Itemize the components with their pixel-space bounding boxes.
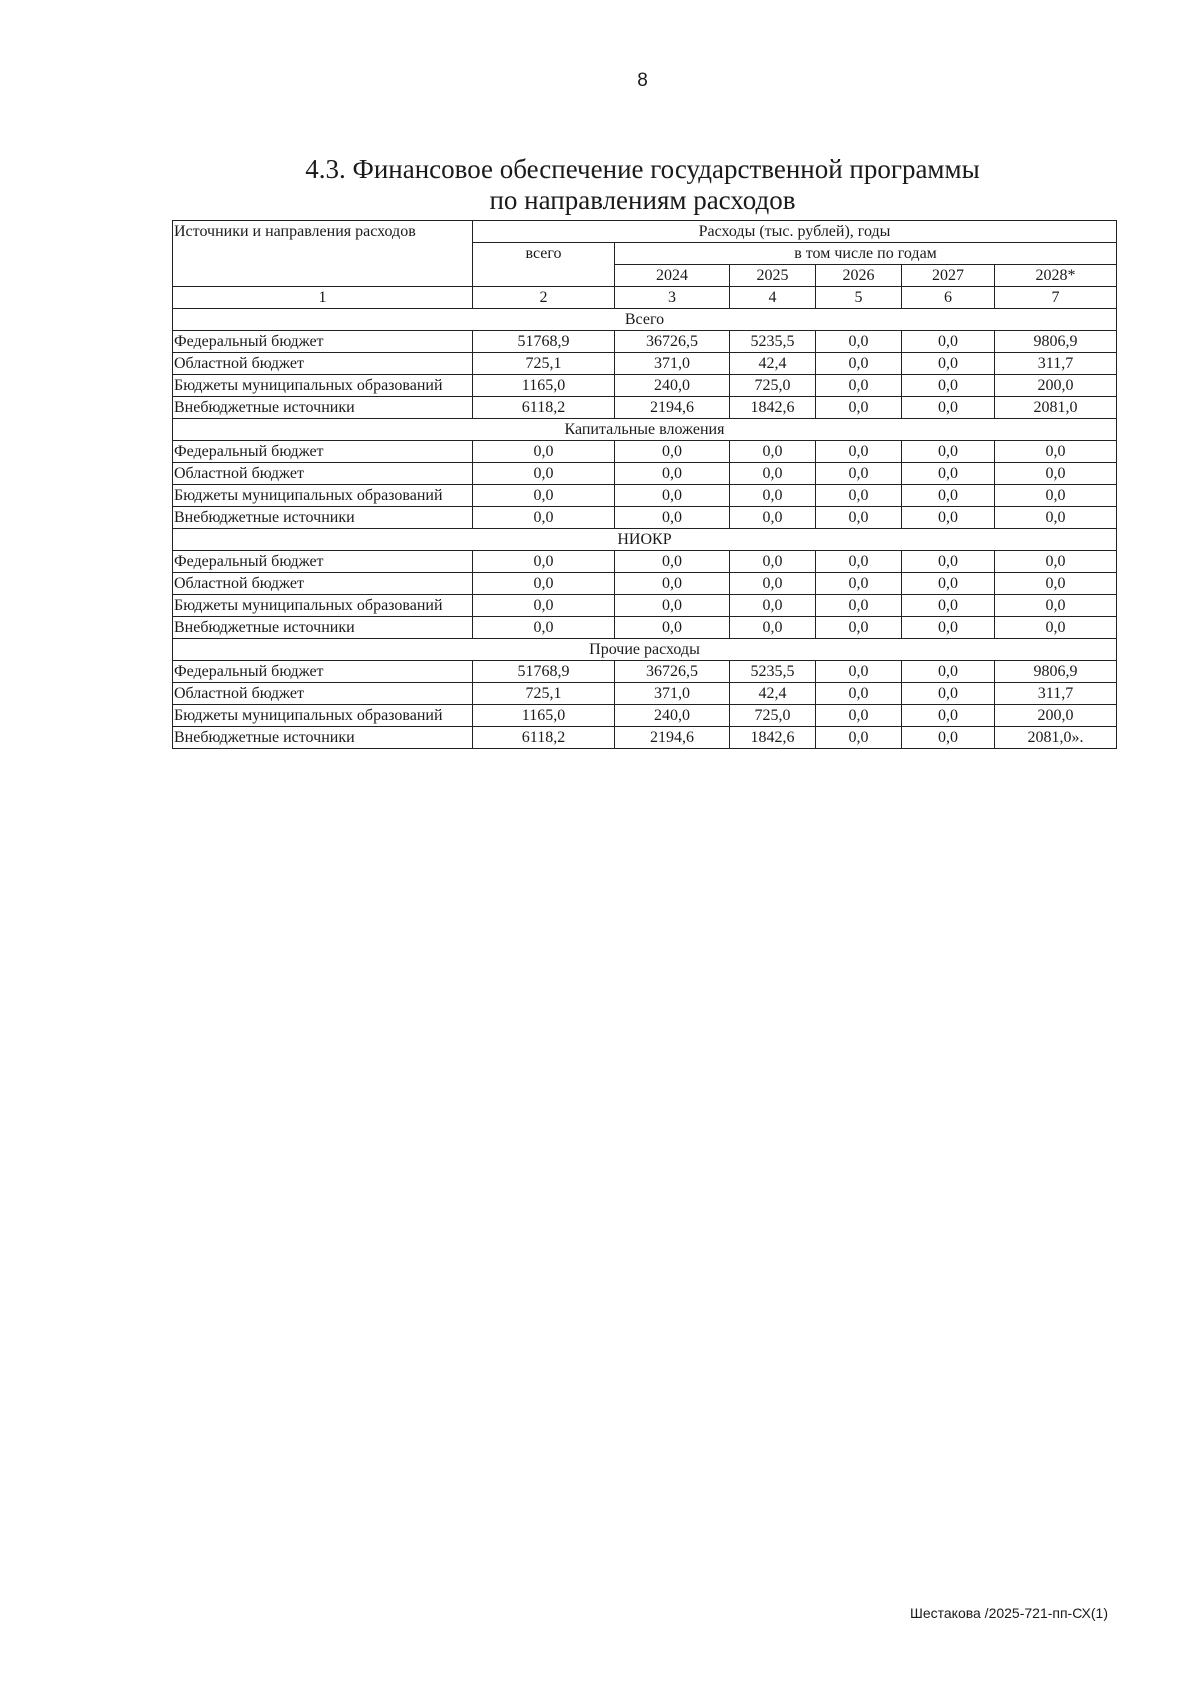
table-row <box>173 705 1117 727</box>
value-cell: 0,0 <box>816 573 902 595</box>
value-cell: 0,0 <box>902 661 995 683</box>
row-label: Областной бюджет <box>173 683 473 705</box>
value-cell: 0,0 <box>902 375 995 397</box>
value-cell: 2081,0 <box>995 397 1117 419</box>
value-cell: 0,0 <box>902 463 995 485</box>
value-cell: 0,0 <box>730 441 816 463</box>
value-cell: 0,0 <box>902 507 995 529</box>
value-cell: 0,0 <box>902 331 995 353</box>
table-row <box>173 353 1117 375</box>
value-cell: 725,1 <box>473 353 615 375</box>
header-year: 2027 <box>902 265 995 287</box>
row-label: Областной бюджет <box>173 463 473 485</box>
value-cell: 1842,6 <box>730 727 816 749</box>
value-cell: 2194,6 <box>615 727 730 749</box>
value-cell: 0,0 <box>816 463 902 485</box>
table-row <box>173 661 1117 683</box>
section-title-cell: Прочие расходы <box>173 639 1117 661</box>
table-row <box>173 507 1117 529</box>
value-cell: 0,0 <box>995 617 1117 639</box>
value-cell: 5235,5 <box>730 331 816 353</box>
value-cell: 0,0 <box>473 617 615 639</box>
section-title <box>0 154 1200 216</box>
col-number: 5 <box>816 287 902 309</box>
header-year: 2024 <box>615 265 730 287</box>
table-row <box>173 727 1117 749</box>
col-number: 7 <box>995 287 1117 309</box>
table-row <box>173 683 1117 705</box>
value-cell: 0,0 <box>995 507 1117 529</box>
value-cell: 0,0 <box>615 441 730 463</box>
value-cell: 0,0 <box>816 331 902 353</box>
row-label: Областной бюджет <box>173 353 473 375</box>
value-cell: 6118,2 <box>473 727 615 749</box>
value-cell: 1165,0 <box>473 375 615 397</box>
row-label: Внебюджетные источники <box>173 507 473 529</box>
value-cell: 0,0 <box>615 551 730 573</box>
value-cell: 51768,9 <box>473 661 615 683</box>
section-header-row <box>173 309 1117 331</box>
row-label: Бюджеты муниципальных образований <box>173 705 473 727</box>
value-cell: 5235,5 <box>730 661 816 683</box>
table-row <box>173 617 1117 639</box>
value-cell: 2081,0». <box>995 727 1117 749</box>
value-cell: 371,0 <box>615 353 730 375</box>
value-cell: 0,0 <box>995 463 1117 485</box>
value-cell: 6118,2 <box>473 397 615 419</box>
value-cell: 1842,6 <box>730 397 816 419</box>
value-cell: 0,0 <box>902 727 995 749</box>
section-header-row <box>173 639 1117 661</box>
header-total: всего <box>473 243 615 287</box>
value-cell: 0,0 <box>615 485 730 507</box>
value-cell: 0,0 <box>816 485 902 507</box>
value-cell: 0,0 <box>995 551 1117 573</box>
table-row <box>173 441 1117 463</box>
table-row <box>173 397 1117 419</box>
value-cell: 0,0 <box>473 595 615 617</box>
table-row <box>173 551 1117 573</box>
value-cell: 0,0 <box>902 683 995 705</box>
document-footer: Шестакова /2025-721-пп-СХ(1) <box>910 1605 1108 1621</box>
value-cell: 200,0 <box>995 705 1117 727</box>
value-cell: 9806,9 <box>995 331 1117 353</box>
value-cell: 0,0 <box>730 573 816 595</box>
value-cell: 9806,9 <box>995 661 1117 683</box>
value-cell: 0,0 <box>816 375 902 397</box>
value-cell: 0,0 <box>902 705 995 727</box>
row-label: Федеральный бюджет <box>173 661 473 683</box>
value-cell: 0,0 <box>816 595 902 617</box>
value-cell: 0,0 <box>995 485 1117 507</box>
value-cell: 725,0 <box>730 705 816 727</box>
value-cell: 0,0 <box>995 573 1117 595</box>
table-row <box>173 331 1117 353</box>
value-cell: 0,0 <box>730 595 816 617</box>
row-label: Федеральный бюджет <box>173 331 473 353</box>
col-number: 2 <box>473 287 615 309</box>
value-cell: 0,0 <box>816 551 902 573</box>
value-cell: 0,0 <box>816 661 902 683</box>
table-row <box>173 463 1117 485</box>
col-number: 4 <box>730 287 816 309</box>
value-cell: 0,0 <box>902 353 995 375</box>
section-header-row <box>173 529 1117 551</box>
value-cell: 240,0 <box>615 375 730 397</box>
row-label: Бюджеты муниципальных образований <box>173 375 473 397</box>
value-cell: 0,0 <box>902 617 995 639</box>
col-number: 1 <box>173 287 473 309</box>
table-row <box>173 595 1117 617</box>
value-cell: 725,0 <box>730 375 816 397</box>
value-cell: 0,0 <box>816 397 902 419</box>
header-by-year: в том числе по годам <box>615 243 1117 265</box>
value-cell: 0,0 <box>816 617 902 639</box>
value-cell: 0,0 <box>902 397 995 419</box>
header-year: 2025 <box>730 265 816 287</box>
value-cell: 42,4 <box>730 683 816 705</box>
value-cell: 0,0 <box>816 705 902 727</box>
value-cell: 36726,5 <box>615 661 730 683</box>
value-cell: 0,0 <box>730 551 816 573</box>
value-cell: 51768,9 <box>473 331 615 353</box>
value-cell: 0,0 <box>902 573 995 595</box>
value-cell: 0,0 <box>902 551 995 573</box>
value-cell: 0,0 <box>816 507 902 529</box>
value-cell: 371,0 <box>615 683 730 705</box>
title-line-1: 4.3. Финансовое обеспечение государственной программы <box>305 154 980 184</box>
value-cell: 0,0 <box>995 595 1117 617</box>
table-row <box>173 375 1117 397</box>
value-cell: 0,0 <box>615 507 730 529</box>
section-title-cell: Капитальные вложения <box>173 419 1117 441</box>
col-number: 3 <box>615 287 730 309</box>
table-row <box>173 573 1117 595</box>
header-year: 2028* <box>995 265 1117 287</box>
row-label: Бюджеты муниципальных образований <box>173 485 473 507</box>
value-cell: 240,0 <box>615 705 730 727</box>
section-header-row <box>173 419 1117 441</box>
value-cell: 0,0 <box>730 485 816 507</box>
table-row <box>173 485 1117 507</box>
value-cell: 0,0 <box>473 463 615 485</box>
page-number: 8 <box>637 70 648 91</box>
value-cell: 36726,5 <box>615 331 730 353</box>
value-cell: 311,7 <box>995 683 1117 705</box>
row-label: Внебюджетные источники <box>173 397 473 419</box>
row-label: Федеральный бюджет <box>173 551 473 573</box>
value-cell: 42,4 <box>730 353 816 375</box>
section-title-cell: НИОКР <box>173 529 1117 551</box>
value-cell: 0,0 <box>816 683 902 705</box>
row-label: Федеральный бюджет <box>173 441 473 463</box>
value-cell: 0,0 <box>995 441 1117 463</box>
col-number: 6 <box>902 287 995 309</box>
value-cell: 0,0 <box>730 463 816 485</box>
value-cell: 0,0 <box>902 441 995 463</box>
value-cell: 0,0 <box>615 573 730 595</box>
row-label: Бюджеты муниципальных образований <box>173 595 473 617</box>
value-cell: 0,0 <box>816 353 902 375</box>
title-line-2: по направлениям расходов <box>489 185 796 215</box>
header-row-col-numbers <box>173 287 1117 309</box>
header-sources: Источники и направления расходов <box>173 221 473 287</box>
value-cell: 0,0 <box>615 463 730 485</box>
value-cell: 311,7 <box>995 353 1117 375</box>
value-cell: 0,0 <box>730 507 816 529</box>
financing-table <box>172 220 1117 749</box>
value-cell: 0,0 <box>473 573 615 595</box>
section-title-cell: Всего <box>173 309 1117 331</box>
value-cell: 0,0 <box>816 441 902 463</box>
value-cell: 0,0 <box>902 595 995 617</box>
value-cell: 0,0 <box>902 485 995 507</box>
row-label: Областной бюджет <box>173 573 473 595</box>
value-cell: 2194,6 <box>615 397 730 419</box>
value-cell: 0,0 <box>473 551 615 573</box>
row-label: Внебюджетные источники <box>173 727 473 749</box>
value-cell: 200,0 <box>995 375 1117 397</box>
value-cell: 1165,0 <box>473 705 615 727</box>
value-cell: 0,0 <box>615 595 730 617</box>
header-row-1 <box>173 221 1117 243</box>
row-label: Внебюджетные источники <box>173 617 473 639</box>
value-cell: 0,0 <box>615 617 730 639</box>
value-cell: 725,1 <box>473 683 615 705</box>
value-cell: 0,0 <box>816 727 902 749</box>
value-cell: 0,0 <box>473 485 615 507</box>
header-expenses: Расходы (тыс. рублей), годы <box>473 221 1117 243</box>
value-cell: 0,0 <box>473 507 615 529</box>
value-cell: 0,0 <box>473 441 615 463</box>
value-cell: 0,0 <box>730 617 816 639</box>
header-year: 2026 <box>816 265 902 287</box>
